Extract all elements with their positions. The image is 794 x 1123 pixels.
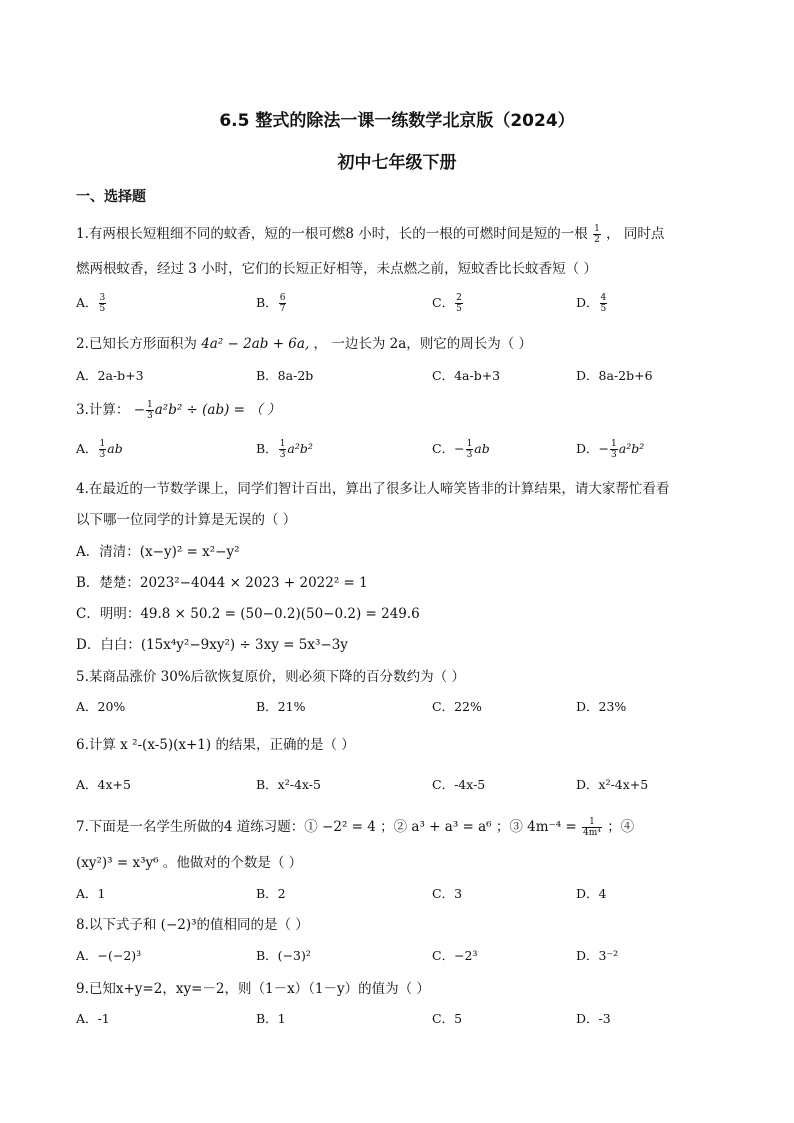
question-4-option-a: A．清清：(x−y)² = x²−y²: [76, 544, 240, 560]
document-title: 6.5 整式的除法一课一练数学北京版（2024）: [219, 111, 575, 131]
question-6: 6.计算 x ²-(x-5)(x+1) 的结果，正确的是（ ）: [76, 737, 355, 753]
question-2-option-b: B．8a-2b: [256, 368, 314, 383]
question-9-option-a: A．-1: [76, 1011, 110, 1026]
question-8: 8.以下式子和 (−2)³的值相同的是（ ）: [76, 917, 309, 933]
question-6-option-a: A．4x+5: [76, 777, 131, 792]
question-4-line-2: 以下哪一位同学的计算是无误的（ ）: [76, 512, 297, 528]
question-6-option-d: D．x²-4x+5: [576, 777, 649, 792]
question-9: 9.已知x+y=2，xy=－2，则（1－x）（1－y）的值为（ ）: [76, 981, 430, 997]
question-2-option-a: A．2a-b+3: [76, 368, 144, 383]
question-7-option-a: A．1: [76, 886, 106, 901]
question-8-option-a: A．−(−2)³: [76, 948, 142, 963]
question-4-line-1: 4.在最近的一节数学课上，同学们智计百出，算出了很多让人啼笑皆非的计算结果，请大家帮忙看看: [76, 481, 670, 497]
question-7-line-2: (xy²)³ = x³y⁶ 。他做对的个数是（ ）: [76, 855, 303, 871]
question-9-option-d: D．-3: [576, 1011, 611, 1026]
question-6-option-c: C．-4x-5: [432, 777, 486, 792]
document-subtitle: 初中七年级下册: [337, 153, 457, 173]
question-3-option-c: C．− $\frac{1}{3}$ ab: [432, 439, 490, 460]
question-9-option-b: B．1: [256, 1011, 286, 1026]
question-7-option-d: D．4: [576, 886, 607, 901]
question-2-option-d: D．8a-2b+6: [576, 368, 653, 383]
question-7-option-c: C．3: [432, 886, 463, 901]
question-5: 5.某商品涨价 30%后欲恢复原价，则必须下降的百分数约为（ ）: [76, 669, 465, 685]
question-1-text-a: 1.有两根长短粗细不同的蚊香，短的一根可燃8 小时，长的一根的可燃时间是短的一根: [76, 226, 588, 242]
question-3-fraction: $\frac{1}{3}$: [147, 400, 153, 421]
question-1-option-d: D． $\frac{4}{5}$: [576, 293, 607, 314]
question-3-option-d: D．− $\frac{1}{3}$ a²b²: [576, 439, 645, 460]
question-9-option-c: C．5: [432, 1011, 463, 1026]
question-1-option-c: C． $\frac{2}{5}$: [432, 293, 462, 314]
question-7-line-1: 7.下面是一名学生所做的4 道练习题：① −2² = 4 ；② a³ + a³ = a⁶ ；③ 4m⁻⁴ = $\frac{1}{\text{4m⁴}}$ ；④: [76, 817, 635, 838]
question-8-option-c: C．−2³: [432, 948, 478, 963]
question-4-option-d: D．白白：(15x⁴y²−9xy²) ÷ 3xy = 5x³−3y: [76, 637, 348, 653]
question-5-option-c: C．22%: [432, 699, 482, 714]
question-2-option-c: C．4a-b+3: [432, 368, 501, 383]
question-5-option-a: A．20%: [76, 699, 126, 714]
question-2: 2.已知长方形面积为 4a² − 2ab + 6a, ， 一边长为 2a，则它的周长为（ ）: [76, 336, 533, 352]
question-5-option-b: B．21%: [256, 699, 306, 714]
question-4-option-c: C．明明：49.8 × 50.2 = (50−0.2)(50−0.2) = 249.6: [76, 606, 420, 622]
question-7-option-b: B．2: [256, 886, 286, 901]
question-1-line-2: 燃两根蚊香，经过 3 小时，它们的长短正好相等，未点燃之前，短蚊香比长蚊香短（ ）: [76, 261, 597, 277]
question-7-fraction: $\frac{1}{\text{4m⁴}}$: [583, 817, 601, 838]
question-3-option-b: B． $\frac{1}{3}$ a²b²: [256, 439, 313, 460]
question-8-option-b: B．(−3)²: [256, 948, 311, 963]
question-2-expression: 4a² − 2ab + 6a,: [201, 336, 310, 352]
question-1-option-a: A． $\frac{3}{5}$: [76, 293, 106, 314]
question-1-option-b: B． $\frac{6}{7}$: [256, 293, 286, 314]
question-1-text-b: ， 同时点: [606, 226, 665, 242]
question-8-option-d: D．3⁻²: [576, 948, 619, 963]
question-3-option-a: A． $\frac{1}{3}$ ab: [76, 439, 123, 460]
question-6-option-b: B．x²-4x-5: [256, 777, 321, 792]
question-5-option-d: D．23%: [576, 699, 627, 714]
question-1-line-1: [76, 222, 664, 245]
question-3: 3.计算： − $\frac{1}{3}$ a²b² ÷ (ab) = （ ）: [76, 400, 281, 421]
question-4-option-b: B．楚楚：2023²−4044 × 2023 + 2022² = 1: [76, 575, 368, 591]
question-1-fraction: $\frac{1}{2}$: [594, 224, 600, 245]
section-heading: 一、选择题: [76, 189, 146, 205]
